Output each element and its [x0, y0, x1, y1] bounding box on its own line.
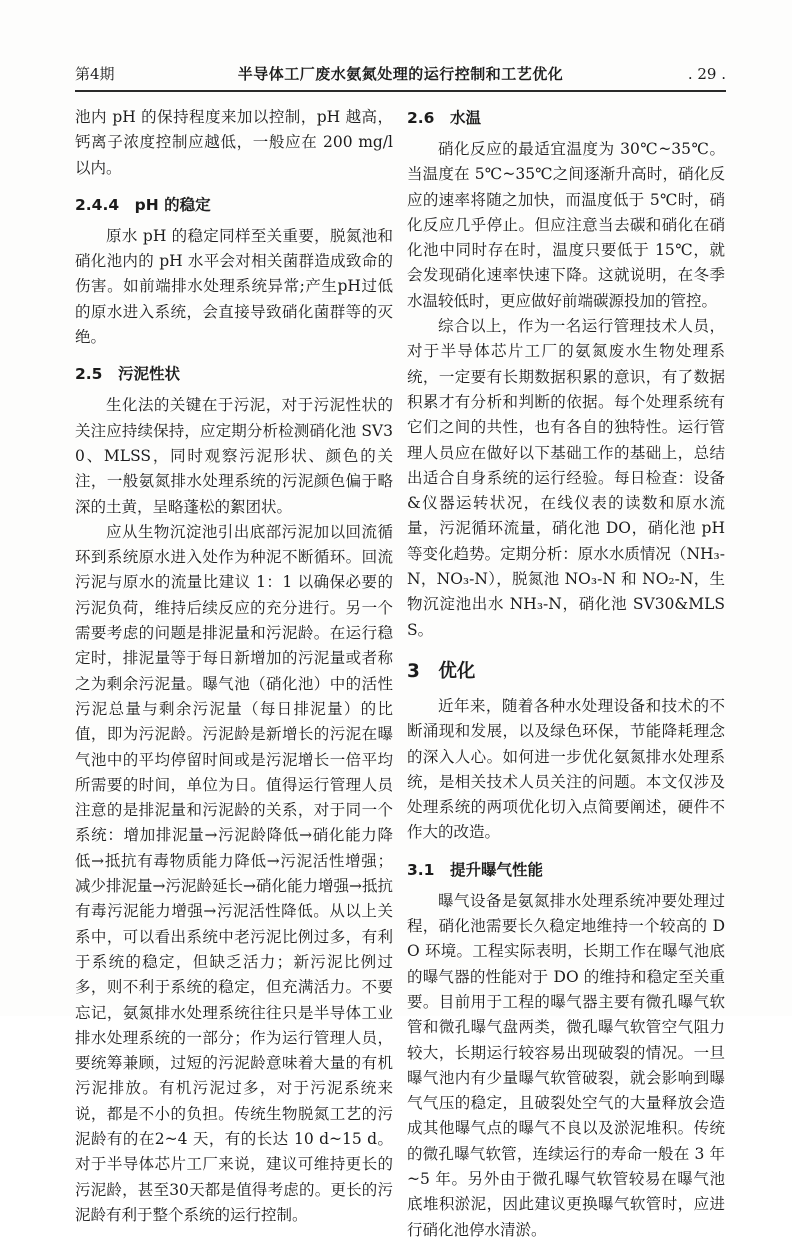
header-rule [75, 90, 726, 92]
paragraph-nitrification-temperature: 硝化反应的最适宜温度为 30℃~35℃。当温度在 5℃~35℃之间逐渐升高时，硝化反应的速率将随之加快，而温度低于 5℃时，硝化反应几乎停止。但应注意当去碳和硝化在硝化池中同时存在时，温度只要低于 15℃，就会发现硝化速率快速下降。这就说明，在冬季水温较低时，更应做好前端碳源投加的管控。 [407, 140, 725, 310]
paragraph-optimization-intro: 近年来，随着各种水处理设备和技术的不断涌现和发展，以及绿色环保，节能降耗理念的深入人心。如何进一步优化氨氮排水处理系统，是相关技术人员关注的问题。本文仅涉及处理系统的两项优化切入点简要阐述，硬件不作大的改造。 [407, 696, 725, 842]
paragraph-ph-control-continued: 池内 pH 的保持程度来加以控制，pH 越高，钙离子浓度控制应越低，一般应在 200 mg/l 以内。 [75, 108, 393, 177]
heading-3-1-aeration-performance: 3.1 提升曝气性能 [407, 860, 543, 879]
paragraph-sludge-age: 应从生物沉淀池引出底部污泥加以回流循环到系统原水进入处作为种泥不断循环。回流污泥与原水的流量比建议 1：1 以确保必要的污泥负荷，维持后续反应的充分进行。另一个需要考虑的问题是排泥量和污泥龄。在运行稳定时，排泥量等于每日新增加的污泥量或者称之为剩余污泥量。曝气池（硝化池）中的活性污泥总量与剩余污泥量（每日排泥量）的比值，即为污泥龄。污泥龄是新增长的污泥在曝气池中的平均停留时间或是污泥增长一倍平均所需要的时间，单位为日。值得运行管理人员注意的是排泥量和污泥龄的关系，对于同一个系统：增加排泥量→污泥龄降低→硝化能力降低→抵抗有毒物质能力降低→污泥活性增强；减少排泥量→污泥龄延长→硝化能力增强→抵抗有毒污泥能力增强→污泥活性降低。从以上关系中，可以看出系统中老污泥比例过多，有利于系统的稳定，但缺乏活力；新污泥比例过多，则不利于系统的稳定，但充满活力。不要忘记，氨氮排水处理系统往往只是半导体工业排水处理系统的一部分；作为运行管理人员，要统筹兼顾，过短的污泥龄意味着大量的有机污泥排放。有机污泥过多，对于污泥系统来说，都是不小的负担。传统生物脱氮工艺的污泥龄有的在2~4 天，有的长达 10 d~15 d。对于半导体芯片工厂来说，建议可维持更长的污泥龄，甚至30天都是值得考虑的。更长的污泥龄有利于整个系统的运行控制。 [75, 522, 393, 1224]
running-header [75, 64, 726, 84]
journal-issue-label: 第4期 [75, 65, 115, 83]
right-column [407, 105, 725, 1243]
heading-3-optimization: 3 优化 [407, 660, 476, 682]
heading-2-5-sludge-condition: 2.5 污泥性状 [75, 365, 180, 384]
paragraph-aeration-performance: 曝气设备是氨氮排水处理系统冲要处理过程，硝化池需要长久稳定地维持一个较高的 DO 环境。工程实际表明，长期工作在曝气池底的曝气器的性能对于 DO 的维持和稳定至关重要。目前用于工程的曝气器主要有微孔曝气软管和微孔曝气盘两类，微孔曝气软管空气阻力较大，长期运行较容易出现破裂的情况。一旦曝气池内有少量曝气软管破裂，就会影响到曝气气压的稳定，且破裂处空气的大量释放会造成其他曝气点的曝气不良以及淤泥堆积。传统的微孔曝气软管，连续运行的寿命一般在 3 年~5 年。另外由于微孔曝气软管较易在曝气池底堆积淤泥，因此建议更换曝气软管时，应进行硝化池停水清淤。 [407, 891, 725, 1239]
paragraph-ph-stability: 原水 pH 的稳定同样至关重要，脱氮池和硝化池内的 pH 水平会对相关菌群造成致命的伤害。如前端排水处理系统异常;产生pH过低的原水进入系统，会直接导致硝化菌群等的灭绝。 [75, 226, 393, 347]
paragraph-operation-summary: 综合以上，作为一名运行管理技术人员，对于半导体芯片工厂的氨氮废水生物处理系统，一定要有长期数据积累的意识，有了数据积累才有分析和判断的依据。每个处理系统有它们之间的共性，也有各自的独特性。运行管理人员应在做好以下基础工作的基础上，总结出适合自身系统的运行经验。每日检查：设备&仪器运转状况，在线仪表的读数和原水流量，污泥循环流量，硝化池 DO，硝化池 pH 等变化趋势。定期分析：原水水质情况（NH₃-N，NO₃-N），脱氮池 NO₃-N 和 NO₂-N，生物沉淀池出水 NH₃-N，硝化池 SV30&MLSS。 [407, 317, 725, 639]
article-body [75, 105, 726, 1243]
heading-2-4-4-ph-stability: 2.4.4 pH 的稳定 [75, 195, 211, 214]
paragraph-sludge-observation: 生化法的关键在于污泥，对于污泥性状的关注应持续保持，应定期分析检测硝化池 SV30、MLSS，同时观察污泥形状、颜色的关注，一般氨氮排水处理系统的污泥颜色偏于略深的土黄，呈略蓬松的絮团状。 [75, 396, 393, 516]
heading-2-6-water-temperature: 2.6 水温 [407, 109, 481, 127]
left-column [75, 105, 393, 1243]
page-number: . 29 . [687, 65, 726, 83]
running-title: 半导体工厂废水氨氮处理的运行控制和工艺优化 [237, 65, 564, 83]
